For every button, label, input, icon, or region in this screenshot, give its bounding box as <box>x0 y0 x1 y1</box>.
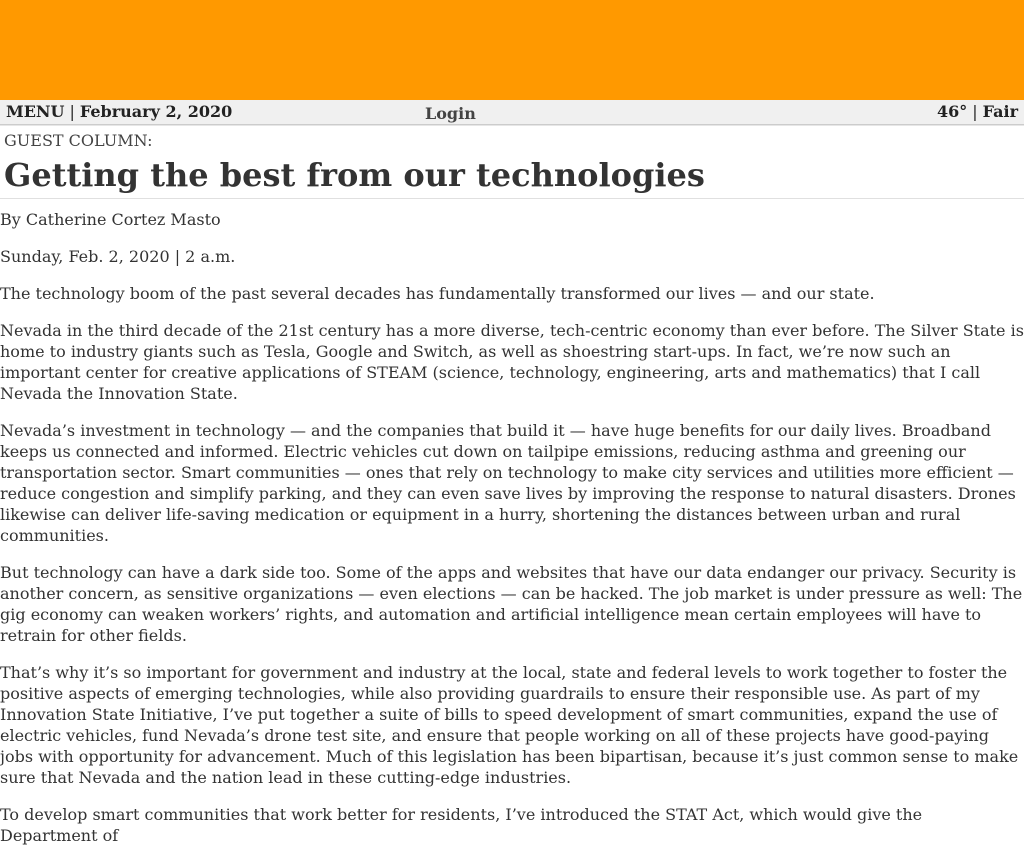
article-kicker: GUEST COLUMN: <box>4 131 153 150</box>
article-body <box>0 209 1024 846</box>
article-paragraph: But technology can have a dark side too. Some of the apps and websites that have our data endanger our privacy. Security is another concern, as sensitive organizations — even elections — can be hacked. The job market is under pressure as well: The gig economy can weaken workers’ rights, and automation and artificial intelligence mean certain employees will have to retrain for other fields. <box>0 563 1023 645</box>
article-paragraph: Nevada’s investment in technology — and the companies that build it — have huge benefits for our daily lives. Broadband keeps us connected and informed. Electric vehicles cut down on tailpipe emissions, reducing asthma and greening our transportation sector. Smart communities — ones that rely on technology to make city services and utilities more efficient — reduce congestion and simplify parking, and they can even save lives by improving the response to natural disasters. Drones likewise can deliver life-saving medication or equipment in a hurry, shortening the distances between urban and rural communities. <box>0 421 1016 545</box>
article-headline: Getting the best from our technologies <box>4 156 705 194</box>
article-paragraph: The technology boom of the past several decades has fundamentally transformed our lives — and our state. <box>0 284 875 303</box>
current-date: February 2, 2020 <box>79 102 233 121</box>
weather-separator: | <box>972 102 978 121</box>
menu-button[interactable]: MENU <box>6 102 65 121</box>
top-banner <box>0 0 1024 100</box>
headline-block <box>0 125 1024 199</box>
temperature: 46° <box>936 102 968 121</box>
weather-widget <box>937 102 1018 121</box>
nav-bar <box>0 100 1024 125</box>
weather-condition: Fair <box>982 102 1018 121</box>
article-paragraph: Nevada in the third decade of the 21st century has a more diverse, tech-centric economy than ever before. The Silver State is home to industry giants such as Tesla, Google and Switch, as well as shoestring start-ups. In fact, we’re now such an important center for creative applications of STEAM (science, technology, engineering, arts and mathematics) that I call Nevada the Innovation State. <box>0 321 1024 403</box>
article-paragraph: To develop smart communities that work better for residents, I’ve introduced the STAT Act, which would give the Department of <box>0 805 923 845</box>
nav-left-group <box>6 102 232 121</box>
login-link[interactable]: Login <box>425 104 476 123</box>
article-paragraph: That’s why it’s so important for government and industry at the local, state and federal levels to work together to foster the positive aspects of emerging technologies, while also providing guardrails to ensure their responsible use. As part of my Innovation State Initiative, I’ve put together a suite of bills to speed development of smart communities, expand the use of electric vehicles, fund Nevada’s drone test site, and ensure that people working on all of these projects have good-paying jobs with opportunity for advancement. Much of this legislation has been bipartisan, because it’s just common sense to make sure that Nevada and the nation lead in these cutting-edge industries. <box>0 663 1019 787</box>
article-dateline: Sunday, Feb. 2, 2020 | 2 a.m. <box>0 247 236 266</box>
nav-separator: | <box>69 102 75 121</box>
article-byline: By Catherine Cortez Masto <box>0 210 221 229</box>
nav-center-group <box>425 104 476 123</box>
